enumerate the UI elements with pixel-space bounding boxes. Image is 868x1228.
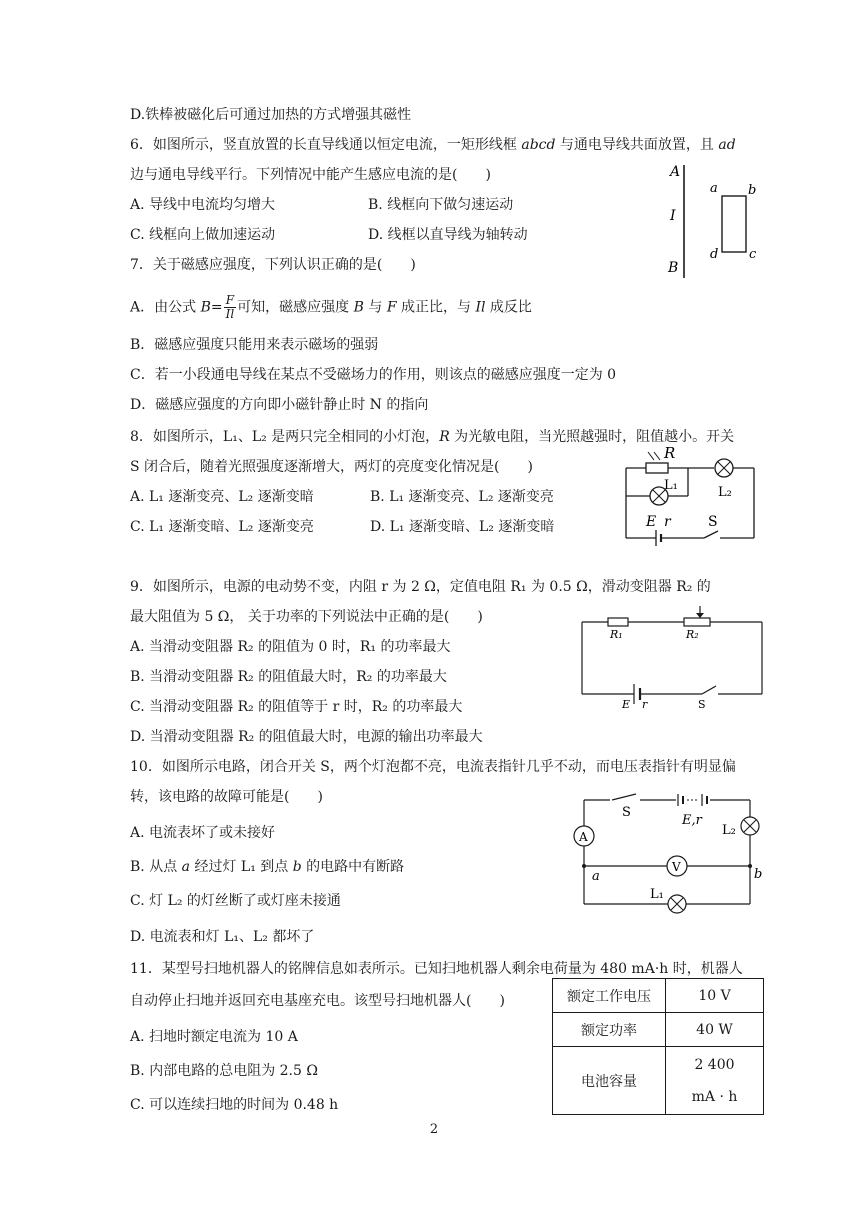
q7-fraction bbox=[224, 294, 237, 321]
q8-fig-E: E bbox=[646, 514, 657, 530]
spec-label: 额定功率 bbox=[553, 1013, 666, 1047]
q8-stem-line2: S 闭合后，随着光照强度逐渐增大，两灯的亮度变化情况是( ) bbox=[130, 459, 533, 475]
q6-stem-text-b: 与通电导线共面放置，且 bbox=[555, 137, 719, 153]
q8-option-b: B. L₁ 逐渐变亮、L₂ 逐渐变亮 bbox=[370, 489, 554, 505]
q6-fig-label-b: b bbox=[748, 183, 757, 198]
q10-option-c: C. 灯 L₂ 的灯丝断了或灯座未接通 bbox=[130, 893, 341, 909]
q10-fig-L1: L₁ bbox=[650, 887, 664, 902]
q6-figure-wire-loop bbox=[660, 160, 770, 280]
q8-switch bbox=[704, 531, 718, 538]
q7-stem: 7．关于磁感应强度，下列认识正确的是( ) bbox=[130, 257, 416, 273]
q6-stem-line1 bbox=[130, 136, 736, 154]
q8-photoresistor bbox=[646, 463, 668, 473]
q7-option-a bbox=[130, 294, 532, 321]
table-row bbox=[553, 1013, 764, 1047]
q10-b-pre: B. 从点 bbox=[130, 859, 182, 875]
q6-fig-label-B: B bbox=[668, 260, 679, 276]
q9-rheostat-r2 bbox=[684, 618, 710, 626]
q7-a-mid3: 成正比，与 bbox=[396, 299, 476, 316]
q9-fig-r: r bbox=[642, 698, 648, 711]
q10-stem-line2: 转，该电路的故障可能是( ) bbox=[130, 789, 323, 805]
q6-option-d: D. 线框以直导线为轴转动 bbox=[368, 227, 528, 243]
q9-switch bbox=[702, 686, 716, 694]
q11-option-c: C. 可以连续扫地的时间为 0.48 h bbox=[130, 1097, 339, 1113]
q7-a-end: 成反比 bbox=[485, 299, 532, 316]
q10-option-b bbox=[130, 858, 404, 876]
q8-option-a: A. L₁ 逐渐变亮、L₂ 逐渐变暗 bbox=[130, 489, 314, 505]
q10-b-b: b bbox=[292, 859, 302, 875]
q10-b-end: 的电路中有断路 bbox=[301, 859, 405, 875]
q6-fig-label-c: c bbox=[749, 247, 757, 262]
spec-label: 额定工作电压 bbox=[553, 979, 666, 1013]
q11-option-b: B. 内部电路的总电阻为 2.5 Ω bbox=[130, 1063, 318, 1079]
q10-option-a: A. 电流表坏了或未接好 bbox=[130, 825, 276, 841]
q5-option-d: D.铁棒被磁化后可通过加热的方式增强其磁性 bbox=[130, 107, 412, 123]
q11-stem-line2: 自动停止扫地并返回充电基座充电。该型号扫地机器人( ) bbox=[130, 993, 505, 1009]
q9-stem-line1: 9．如图所示，电源的电动势不变，内阻 r 为 2 Ω，定值电阻 R₁ 为 0.5 Ω，滑动变阻器 R₂ 的 bbox=[130, 579, 711, 595]
q11-option-a: A. 扫地时额定电流为 10 A bbox=[130, 1029, 298, 1045]
q6-fig-label-A: A bbox=[670, 164, 681, 180]
q7-a-B: B bbox=[200, 299, 211, 316]
q8-fig-R: R bbox=[664, 444, 676, 462]
q8-circuit-figure bbox=[618, 440, 768, 546]
q9-option-b: B. 当滑动变阻器 R₂ 的阻值最大时，R₂ 的功率最大 bbox=[130, 669, 447, 685]
q6-stem-line2: 边与通电导线平行。下列情况中能产生感应电流的是( ) bbox=[130, 167, 491, 183]
table-row bbox=[553, 1047, 764, 1115]
q6-fig-label-I: I bbox=[670, 208, 676, 224]
q8-option-c: C. L₁ 逐渐变暗、L₂ 逐渐变亮 bbox=[130, 519, 314, 535]
q6-fig-loop-abcd bbox=[722, 196, 746, 252]
q9-stem-line2: 最大阻值为 5 Ω， 关于功率的下列说法中正确的是( ) bbox=[130, 609, 483, 625]
q9-fig-E: E bbox=[622, 698, 631, 711]
q6-option-a: A. 导线中电流均匀增大 bbox=[130, 197, 276, 213]
q8-fig-S: S bbox=[708, 514, 718, 530]
q10-fig-L2: L₂ bbox=[722, 823, 736, 838]
q10-circuit-figure bbox=[570, 786, 766, 916]
q10-fig-a: a bbox=[592, 869, 600, 884]
q8-option-d: D. L₁ 逐渐变暗、L₂ 逐渐变暗 bbox=[370, 519, 555, 535]
q9-fig-R2: R₂ bbox=[686, 628, 699, 641]
q10-fig-Er: E,r bbox=[682, 813, 702, 828]
q7-a-pre: A．由公式 bbox=[130, 299, 201, 316]
q7-option-b: B．磁感应强度只能用来表示磁场的强弱 bbox=[130, 337, 379, 353]
q8-fig-L1: L₁ bbox=[664, 478, 678, 493]
q9-option-a: A. 当滑动变阻器 R₂ 的阻值为 0 时，R₁ 的功率最大 bbox=[130, 639, 451, 655]
q8-stem-R: R bbox=[439, 429, 450, 445]
q6-stem-text-a: 6．如图所示，竖直放置的长直导线通以恒定电流，一矩形线框 bbox=[130, 137, 522, 153]
q9-circuit-figure bbox=[574, 604, 766, 716]
q7-frac-den: Il bbox=[225, 307, 235, 321]
q6-fig-label-a: a bbox=[710, 181, 718, 196]
q7-a-mid2: 与 bbox=[363, 299, 387, 316]
q7-a-eq: = bbox=[210, 299, 223, 316]
q10-stem-line1: 10．如图所示电路，闭合开关 S，两个灯泡都不亮，电流表指针几乎不动，而电压表指针有明显偏 bbox=[130, 759, 736, 775]
q7-a-mid1: 可知，磁感应强度 bbox=[237, 299, 354, 316]
q7-frac-num: F bbox=[224, 294, 237, 308]
q10-fig-V: V bbox=[672, 860, 681, 874]
q9-fig-S: S bbox=[698, 698, 706, 711]
q6-var-abcd: abcd bbox=[521, 137, 556, 153]
q9-option-d: D. 当滑动变阻器 R₂ 的阻值最大时，电源的输出功率最大 bbox=[130, 729, 483, 745]
q6-option-b: B. 线框向下做匀速运动 bbox=[368, 197, 514, 213]
spec-value: 40 W bbox=[666, 1013, 764, 1047]
q7-a-F: F bbox=[386, 299, 397, 316]
q7-option-d: D．磁感应强度的方向即小磁针静止时 N 的指向 bbox=[130, 397, 429, 413]
q10-fig-b: b bbox=[754, 867, 763, 882]
spec-label: 电池容量 bbox=[553, 1047, 666, 1115]
q10-fig-S: S bbox=[622, 805, 631, 820]
q10-option-d: D. 电流表和灯 L₁、L₂ 都坏了 bbox=[130, 929, 315, 945]
q6-option-c: C. 线框向上做加速运动 bbox=[130, 227, 276, 243]
q11-stem-line1: 11．某型号扫地机器人的铭牌信息如表所示。已知扫地机器人剩余电荷量为 480 mA·h 时，机器人 bbox=[130, 961, 743, 977]
page-number: 2 bbox=[429, 1122, 439, 1137]
q10-fig-A: A bbox=[579, 830, 588, 844]
q9-resistor-r1 bbox=[608, 618, 628, 626]
q10-b-a: a bbox=[181, 859, 190, 875]
spec-value-cell bbox=[666, 1047, 764, 1115]
q8-fig-L2: L₂ bbox=[718, 485, 732, 500]
q11-spec-table bbox=[552, 978, 764, 1115]
q6-fig-label-d: d bbox=[710, 247, 719, 262]
table-row bbox=[553, 979, 764, 1013]
q9-option-c: C. 当滑动变阻器 R₂ 的阻值等于 r 时，R₂ 的功率最大 bbox=[130, 699, 463, 715]
spec-value-line2: mA · h bbox=[691, 1088, 738, 1105]
q7-a-Il: Il bbox=[475, 299, 486, 316]
q8-stem-b: 为光敏电阻，当光照越强时，阻值越小。开关 bbox=[449, 429, 735, 445]
q6-var-ad: ad bbox=[718, 137, 736, 153]
q7-a-B2: B bbox=[353, 299, 364, 316]
q7-option-c: C．若一小段通电导线在某点不受磁场力的作用，则该点的磁感应强度一定为 0 bbox=[130, 367, 617, 383]
spec-value-line1: 2 400 bbox=[694, 1056, 735, 1073]
q8-fig-r: r bbox=[664, 514, 671, 530]
q10-b-mid: 经过灯 L₁ 到点 bbox=[190, 859, 293, 875]
q9-fig-R1: R₁ bbox=[610, 628, 623, 641]
q8-stem-a: 8．如图所示，L₁、L₂ 是两只完全相同的小灯泡， bbox=[130, 429, 440, 445]
spec-value: 10 V bbox=[666, 979, 764, 1013]
